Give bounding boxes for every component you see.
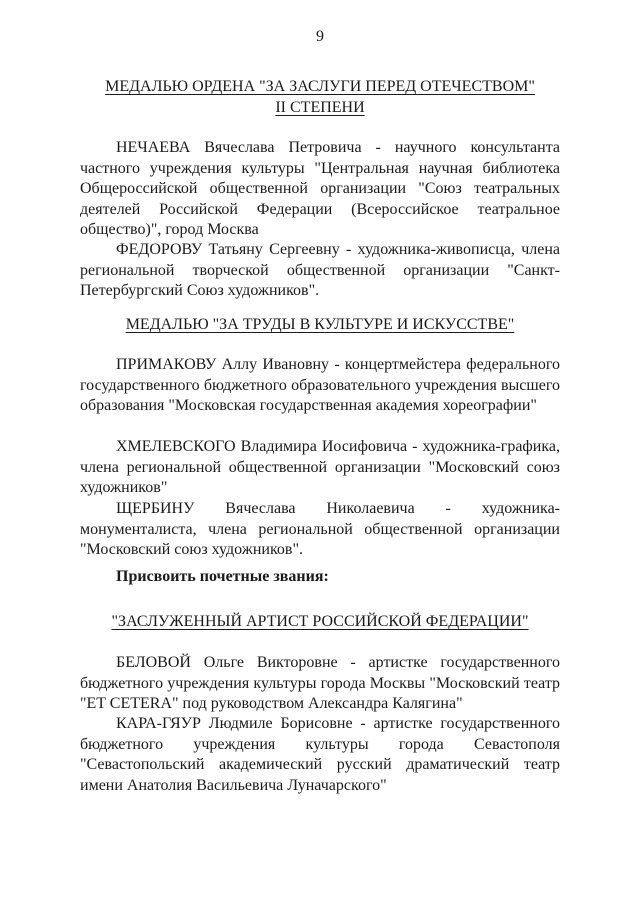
decree-line: Присвоить почетные звания: <box>116 568 329 585</box>
heading-line-2: II СТЕПЕНИ <box>275 99 365 116</box>
award-entry-nechaev: НЕЧАЕВА Вячеслава Петровича - научного консультанта частного учреждения культуры "Центральная научная библиотека Общероссийской общественной организации "Союз театральных деятелей Российской Федерации (Всероссийское театральное общество)", город Москва <box>80 139 560 239</box>
award-entry-fedorova: ФЕДОРОВУ Татьяну Сергеевну - художника-живописца, члена региональной творческой общественной организации "Санкт-Петербургский Союз художников". <box>80 241 560 300</box>
award-entry-kara-gyaur: КАРА-ГЯУР Людмиле Борисовне - артистке государственного бюджетного учреждения культуры города Севастополя "Севастопольский академический русский драматический театр имени Анатолия Васильевича Луначарского" <box>80 715 560 794</box>
section-heading-honored-artist: "ЗАСЛУЖЕННЫЙ АРТИСТ РОССИЙСКОЙ ФЕДЕРАЦИИ" <box>111 613 529 630</box>
section-heading-culture-medal: МЕДАЛЬЮ "ЗА ТРУДЫ В КУЛЬТУРЕ И ИСКУССТВЕ" <box>125 316 515 333</box>
award-entry-belova: БЕЛОВОЙ Ольге Викторовне - артистке государственного бюджетного учреждения культуры города Москвы "Московский театр "ET CETERA" под руководством Александра Калягина" <box>80 654 560 713</box>
page-number: 9 <box>316 28 324 45</box>
section-heading-order-merit-medal <box>0 76 640 118</box>
award-entry-shcherbina: ЩЕРБИНУ Вячеслава Николаевича - художника-монументалиста, члена региональной общественной организации "Московский союз художников". <box>80 500 560 559</box>
award-entry-primakova: ПРИМАКОВУ Аллу Ивановну - концертмейстера федерального государственного бюджетного образовательного учреждения высшего образования "Московская государственная академия хореографии" <box>80 356 560 415</box>
heading-line-1: МЕДАЛЬЮ ОРДЕНА "ЗА ЗАСЛУГИ ПЕРЕД ОТЕЧЕСТВОМ" <box>105 78 535 95</box>
award-entry-khmelevsky: ХМЕЛЕВСКОГО Владимира Иосифовича - художника-графика, члена региональной общественной организации "Московский союз художников" <box>80 438 560 497</box>
